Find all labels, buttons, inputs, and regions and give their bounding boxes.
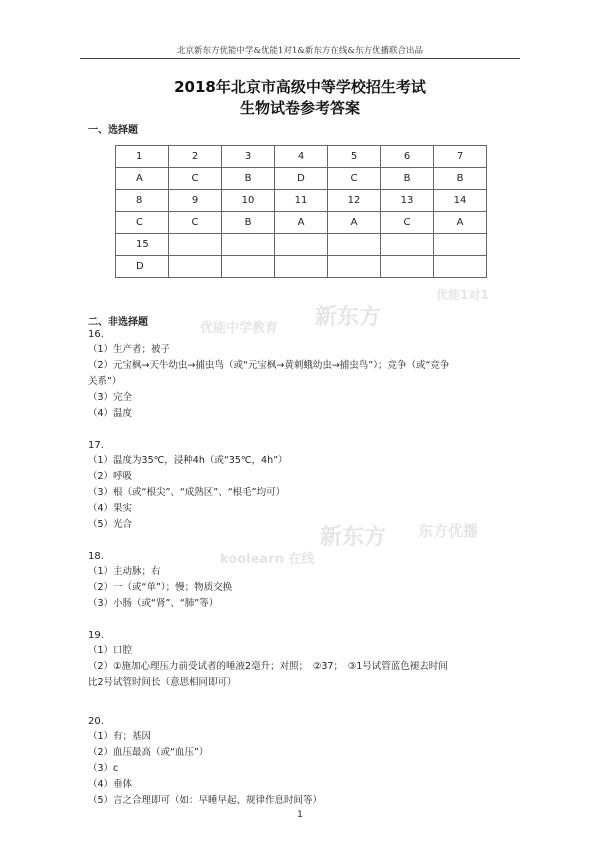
table-row <box>116 146 487 168</box>
table-cell: A <box>275 212 328 234</box>
table-cell: D <box>275 168 328 190</box>
page-number: 1 <box>297 810 303 820</box>
table-cell <box>434 234 487 256</box>
table-cell: 5 <box>328 146 381 168</box>
answer-line: （1）主动脉；右 <box>88 566 161 577</box>
answer-line: （2）①施加心理压力前受试者的唾液2毫升；对照； ②37； ③1号试管蓝色褪去时间 <box>88 661 448 672</box>
table-cell: 3 <box>222 146 275 168</box>
table-cell: 1 <box>116 146 169 168</box>
table-cell <box>381 256 434 278</box>
answer-line: 比2号试管时间长（意思相同即可） <box>88 677 237 688</box>
table-cell: C <box>116 212 169 234</box>
table-cell: C <box>169 168 222 190</box>
table-cell: 12 <box>328 190 381 212</box>
table-cell: 11 <box>275 190 328 212</box>
table-cell: A <box>116 168 169 190</box>
table-cell: 13 <box>381 190 434 212</box>
section-non-choice: 二、非选择题 <box>88 317 148 328</box>
table-row <box>116 190 487 212</box>
answer-line: （4）果实 <box>88 503 133 514</box>
question-number: 19. <box>88 630 104 641</box>
table-cell: C <box>328 168 381 190</box>
answer-line: （2）一（或“单”）；慢；物质交换 <box>88 582 233 593</box>
answer-line: （3）c <box>88 763 119 774</box>
table-cell: 15 <box>116 234 169 256</box>
table-cell <box>222 234 275 256</box>
table-cell: B <box>434 168 487 190</box>
answer-line: （2）血压最高（或“血压”） <box>88 747 209 758</box>
table-cell: D <box>116 256 169 278</box>
document-header: 北京新东方优能中学&优能1对1&新东方在线&东方优播联合出品 <box>176 46 424 56</box>
table-cell: A <box>328 212 381 234</box>
table-cell <box>328 256 381 278</box>
answer-line: 关系”） <box>88 376 122 387</box>
answer-line: （1）温度为35℃，浸种4h（或“35℃，4h”） <box>88 455 288 466</box>
table-cell <box>169 234 222 256</box>
table-row <box>116 234 487 256</box>
watermark-xdf: 新东方 <box>315 305 382 330</box>
table-cell: C <box>381 212 434 234</box>
table-cell <box>222 256 275 278</box>
question-17 <box>88 439 528 533</box>
table-cell: 10 <box>222 190 275 212</box>
answer-line: （3）小肠（或“肾”、“肺”等） <box>88 598 219 609</box>
table-cell <box>275 256 328 278</box>
answer-line: （5）光合 <box>88 519 133 530</box>
table-cell: 8 <box>116 190 169 212</box>
table-cell: 7 <box>434 146 487 168</box>
answer-line: （3）根（或“根尖”、“成熟区”、“根毛”均可） <box>88 487 286 498</box>
table-cell: B <box>222 168 275 190</box>
table-cell <box>381 234 434 256</box>
table-cell: 4 <box>275 146 328 168</box>
answer-table <box>115 145 487 278</box>
answer-line: （3）完全 <box>88 392 133 403</box>
watermark-koolearn: koolearn 在线 <box>220 552 315 567</box>
answer-line: （5）言之合理即可（如：早睡早起、规律作息时间等） <box>88 795 323 806</box>
question-number: 16. <box>88 329 104 340</box>
table-row <box>116 168 487 190</box>
table-cell: 9 <box>169 190 222 212</box>
watermark-dfyb: 东方优播 <box>418 522 479 540</box>
table-row <box>116 212 487 234</box>
watermark-youneng: 优能中学教育 <box>200 321 279 336</box>
answer-line: （1）口腔 <box>88 645 133 656</box>
answer-line: （4）垂体 <box>88 779 133 790</box>
watermark-youneng-1v1: 优能1对1 <box>436 288 489 302</box>
table-cell: C <box>169 212 222 234</box>
table-cell: 2 <box>169 146 222 168</box>
watermark-xdf-2: 新东方 <box>320 525 387 550</box>
answer-line: （2）呼吸 <box>88 471 133 482</box>
answer-line: （2）元宝枫→天牛幼虫→捕虫鸟（或“元宝枫→黄刺蛾幼虫→捕虫鸟”）；竞争（或“竞争 <box>88 360 450 371</box>
answer-line: （4）温度 <box>88 408 133 419</box>
table-cell <box>328 234 381 256</box>
table-cell: B <box>222 212 275 234</box>
table-cell: 6 <box>381 146 434 168</box>
table-cell <box>275 234 328 256</box>
question-number: 17. <box>88 440 104 451</box>
question-19 <box>88 629 528 691</box>
answer-line: （1）有；基因 <box>88 731 152 742</box>
question-number: 18. <box>88 551 104 562</box>
question-18 <box>88 550 528 612</box>
table-cell: A <box>434 212 487 234</box>
question-number: 20. <box>88 716 104 727</box>
header-rule <box>80 58 520 59</box>
section-multiple-choice: 一、选择题 <box>88 125 138 136</box>
table-cell <box>434 256 487 278</box>
question-20 <box>88 715 528 809</box>
answers-content <box>88 328 528 809</box>
exam-subtitle: 生物试卷参考答案 <box>239 99 360 117</box>
table-cell: 14 <box>434 190 487 212</box>
table-row <box>116 256 487 278</box>
question-16 <box>88 328 528 422</box>
answer-line: （1）生产者；被子 <box>88 344 171 355</box>
exam-title: 2018年北京市高级中等学校招生考试 <box>174 78 426 96</box>
table-cell <box>169 256 222 278</box>
table-cell: B <box>381 168 434 190</box>
